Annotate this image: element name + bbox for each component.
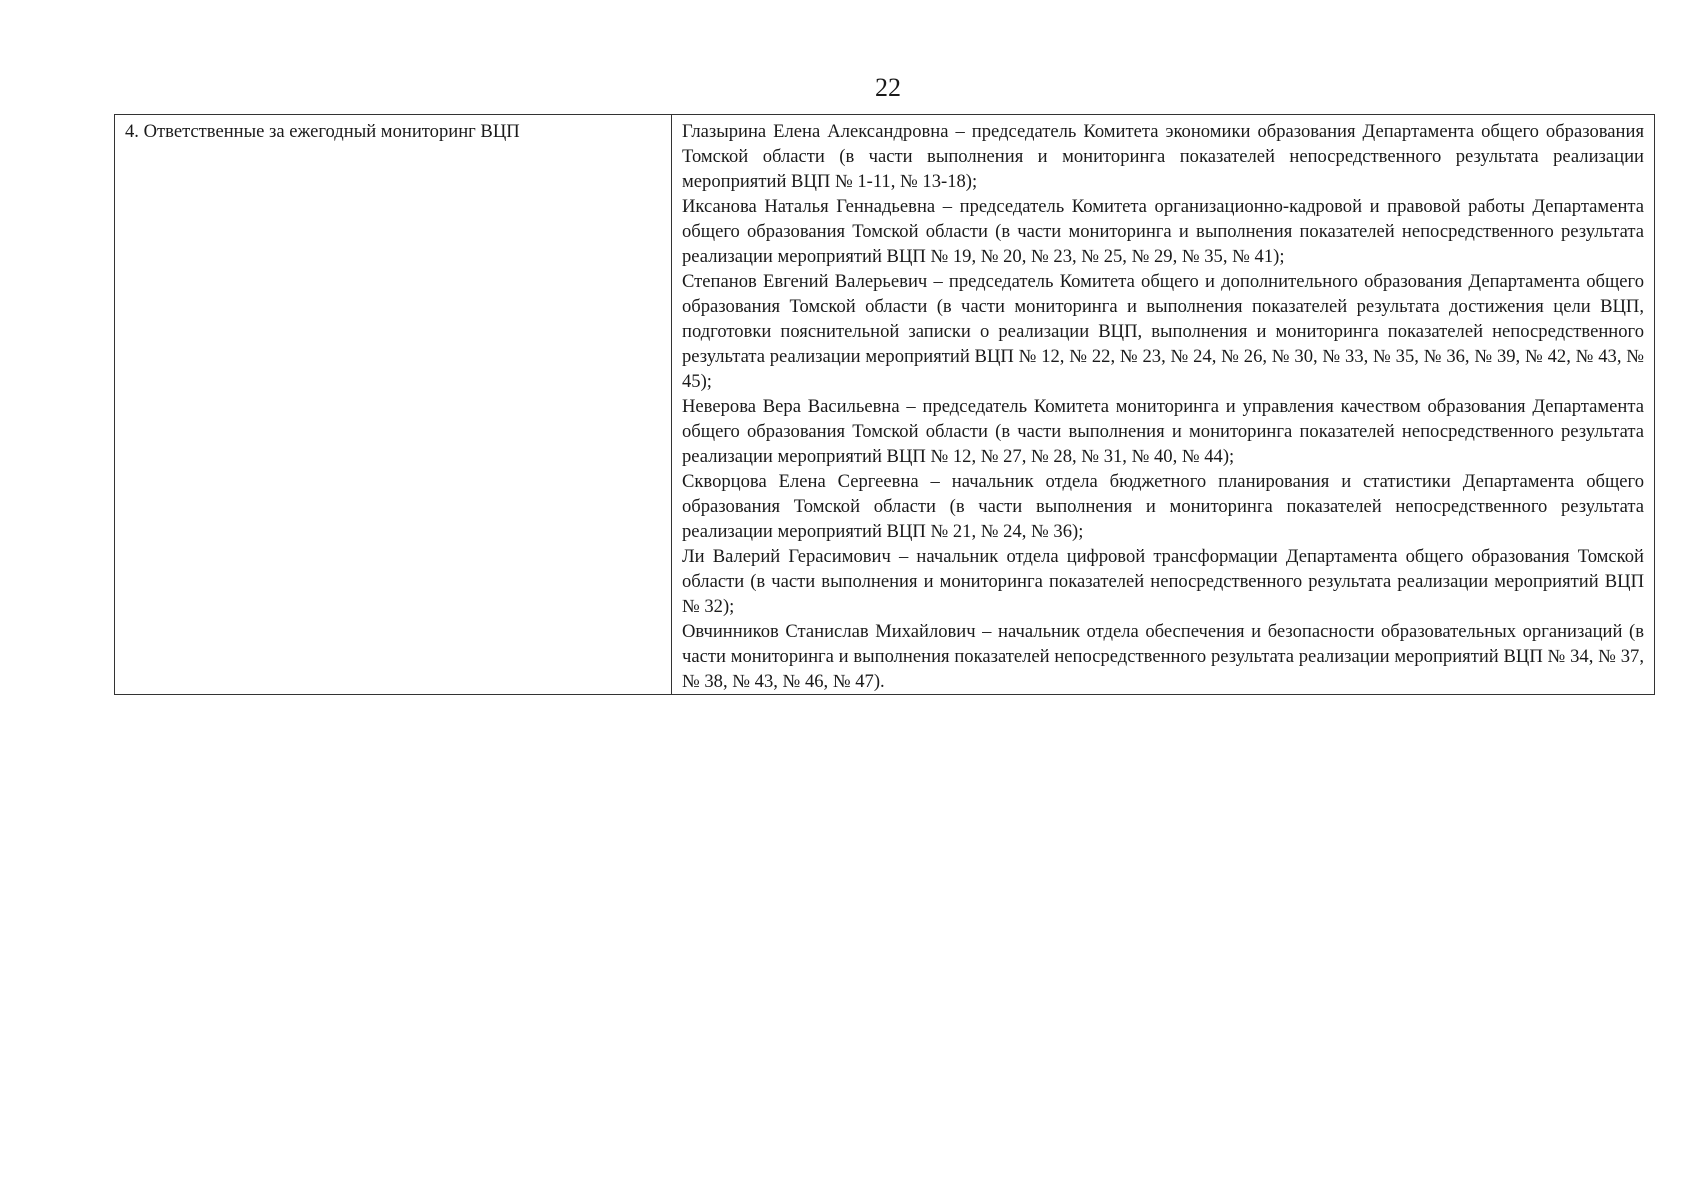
- row-label: 4. Ответственные за ежегодный мониторинг ВЦП: [125, 121, 520, 142]
- responsible-entry: Скворцова Елена Сергеевна – начальник отдела бюджетного планирования и статистики Департамента общего образования Томской области (в части выполнения и мониторинга показателей непосредственного результата реализации мероприятий ВЦП № 21, № 24, № 36);: [682, 471, 1644, 542]
- responsibility-table: [114, 114, 1655, 695]
- responsible-entry: Ли Валерий Герасимович – начальник отдела цифровой трансформации Департамента общего образования Томской области (в части выполнения и мониторинга показателей непосредственного результата реализации мероприятий ВЦП № 32);: [682, 546, 1644, 617]
- page-number: 22: [875, 73, 901, 102]
- responsible-entry: Иксанова Наталья Геннадьевна – председатель Комитета организационно-кадровой и правовой работы Департамента общего образования Томской области (в части мониторинга и выполнения показателей непосредственного результата реализации мероприятий ВЦП № 19, № 20, № 23, № 25, № 29, № 35, № 41);: [682, 196, 1644, 267]
- responsible-persons-cell: [672, 115, 1655, 695]
- row-label-cell: [115, 115, 672, 695]
- responsible-entry: Неверова Вера Васильевна – председатель Комитета мониторинга и управления качеством образования Департамента общего образования Томской области (в части выполнения и мониторинга показателей непосредственного результата реализации мероприятий ВЦП № 12, № 27, № 28, № 31, № 40, № 44);: [682, 396, 1644, 467]
- responsible-entry: Степанов Евгений Валерьевич – председатель Комитета общего и дополнительного образования Департамента общего образования Томской области (в части мониторинга и выполнения показателей результата достижения цели ВЦП, подготовки пояснительной записки о реализации ВЦП, выполнения и мониторинга показателей непосредственного результата реализации мероприятий ВЦП № 12, № 22, № 23, № 24, № 26, № 30, № 33, № 35, № 36, № 39, № 42, № 43, № 45);: [682, 271, 1644, 392]
- table-row: [115, 115, 1655, 695]
- responsible-entry: Овчинников Станислав Михайлович – начальник отдела обеспечения и безопасности образовательных организаций (в части мониторинга и выполнения показателей непосредственного результата реализации мероприятий ВЦП № 34, № 37, № 38, № 43, № 46, № 47).: [682, 621, 1644, 692]
- responsible-entry: Глазырина Елена Александровна – председатель Комитета экономики образования Департамента общего образования Томской области (в части выполнения и мониторинга показателей непосредственного результата реализации мероприятий ВЦП № 1-11, № 13-18);: [682, 121, 1644, 192]
